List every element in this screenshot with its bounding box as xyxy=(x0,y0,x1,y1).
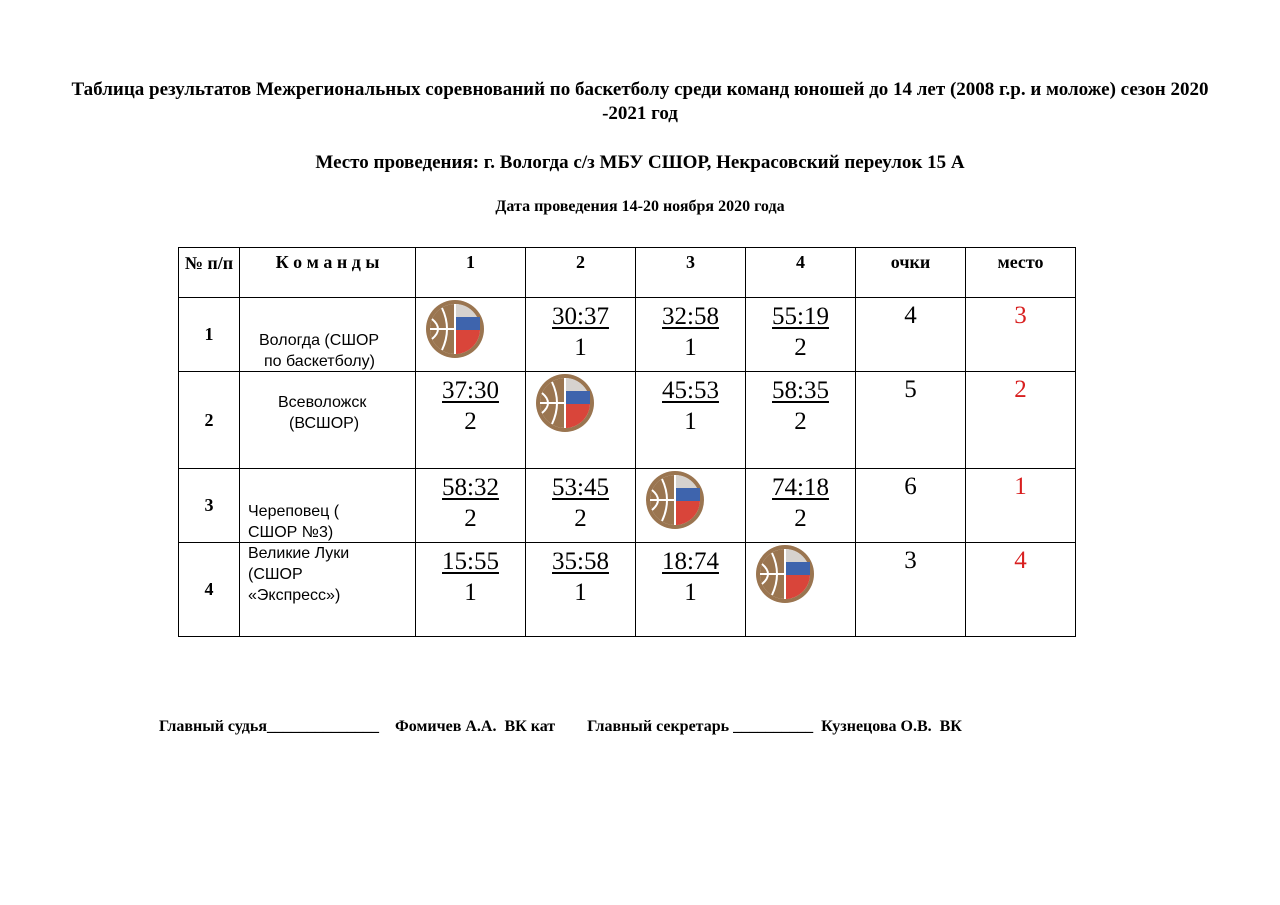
score: 45:53 xyxy=(662,377,719,404)
page-title: Таблица результатов Межрегиональных соревнований по баскетболу среди команд юношей до 14 лет (2008 г.р. и моложе) сезон 2020 -2021 год xyxy=(71,79,1209,124)
total-points: 3 xyxy=(856,543,966,637)
team-name-line: «Экспресс») xyxy=(248,587,341,604)
diagonal-cell xyxy=(416,298,526,372)
team-name-line: по баскетболу) xyxy=(264,353,375,370)
match-points: 2 xyxy=(464,408,477,435)
basketball-logo-icon xyxy=(424,299,486,364)
result-cell xyxy=(636,298,746,372)
team-name-line: Великие Луки xyxy=(248,545,350,562)
result-cell xyxy=(526,298,636,372)
match-points: 1 xyxy=(684,408,697,435)
match-points: 2 xyxy=(794,408,807,435)
header-place: место xyxy=(966,248,1076,298)
team-name-line: Всеволожск xyxy=(278,394,367,411)
match-points: 1 xyxy=(684,579,697,606)
header-num: № п/п xyxy=(179,248,240,298)
match-points: 2 xyxy=(794,505,807,532)
match-points: 2 xyxy=(464,505,477,532)
score: 58:32 xyxy=(442,474,499,501)
venue-text: Место проведения: г. Вологда с/з МБУ СШОР, Некрасовский переулок 15 А xyxy=(315,152,965,173)
table-row xyxy=(179,543,1076,637)
team-name xyxy=(240,469,416,543)
score: 53:45 xyxy=(552,474,609,501)
total-points: 6 xyxy=(856,469,966,543)
score: 30:37 xyxy=(552,303,609,330)
header-game-1: 1 xyxy=(416,248,526,298)
signatures-footer: Главный судья______________ Фомичев А.А. ВК кат Главный секретарь __________ Кузнецова О.В. ВК xyxy=(159,718,962,735)
result-cell xyxy=(416,543,526,637)
score: 58:35 xyxy=(772,377,829,404)
table-row xyxy=(179,372,1076,469)
result-cell xyxy=(636,372,746,469)
header-points: очки xyxy=(856,248,966,298)
match-points: 1 xyxy=(574,579,587,606)
result-cell xyxy=(746,469,856,543)
result-cell xyxy=(746,298,856,372)
results-table xyxy=(178,247,1076,637)
table-row xyxy=(179,298,1076,372)
place-value: 2 xyxy=(966,372,1076,469)
team-name-line: СШОР №3) xyxy=(248,524,334,541)
team-name xyxy=(240,298,416,372)
team-name-line: (СШОР xyxy=(248,566,303,583)
result-cell xyxy=(636,543,746,637)
table-row xyxy=(179,469,1076,543)
result-cell xyxy=(526,469,636,543)
place-value: 4 xyxy=(966,543,1076,637)
header-game-3: 3 xyxy=(636,248,746,298)
score: 32:58 xyxy=(662,303,719,330)
dates-text: Дата проведения 14-20 ноября 2020 года xyxy=(495,198,785,215)
header-row xyxy=(179,248,1076,298)
place-value: 3 xyxy=(966,298,1076,372)
team-name-line: (ВСШОР) xyxy=(289,415,360,432)
match-points: 1 xyxy=(574,334,587,361)
diagonal-cell xyxy=(746,543,856,637)
match-points: 2 xyxy=(794,334,807,361)
match-points: 1 xyxy=(684,334,697,361)
place-value: 1 xyxy=(966,469,1076,543)
basketball-logo-icon xyxy=(754,544,816,609)
result-cell xyxy=(416,469,526,543)
row-number: 2 xyxy=(179,372,240,469)
row-number: 1 xyxy=(179,298,240,372)
result-cell xyxy=(526,543,636,637)
row-number: 4 xyxy=(179,543,240,637)
team-name xyxy=(240,372,416,469)
total-points: 4 xyxy=(856,298,966,372)
team-name xyxy=(240,543,416,637)
diagonal-cell xyxy=(636,469,746,543)
row-number: 3 xyxy=(179,469,240,543)
score: 15:55 xyxy=(442,548,499,575)
diagonal-cell xyxy=(526,372,636,469)
header-game-4: 4 xyxy=(746,248,856,298)
score: 18:74 xyxy=(662,548,719,575)
header-team: К о м а н д ы xyxy=(240,248,416,298)
match-points: 1 xyxy=(464,579,477,606)
match-points: 2 xyxy=(574,505,587,532)
header-game-2: 2 xyxy=(526,248,636,298)
result-cell xyxy=(746,372,856,469)
team-name-line: Вологда (СШОР xyxy=(259,332,380,349)
basketball-logo-icon xyxy=(534,373,596,438)
score: 35:58 xyxy=(552,548,609,575)
score: 55:19 xyxy=(772,303,829,330)
team-name-line: Череповец ( xyxy=(248,503,340,520)
result-cell xyxy=(416,372,526,469)
score: 74:18 xyxy=(772,474,829,501)
total-points: 5 xyxy=(856,372,966,469)
score: 37:30 xyxy=(442,377,499,404)
basketball-logo-icon xyxy=(644,470,706,535)
